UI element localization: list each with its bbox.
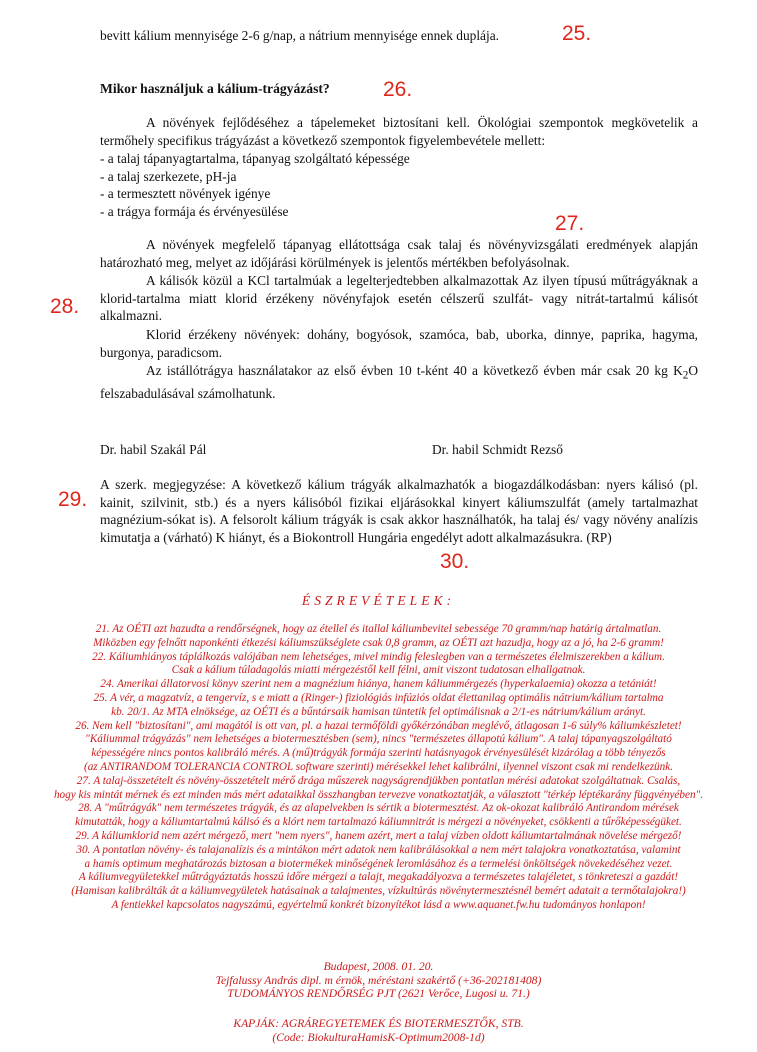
paragraph-chloride-sensitive: Klorid érzékeny növények: dohány, bogyósok, szamóca, bab, uborka, dinnye, paprika, hagyma, burgonya, paradicsom. bbox=[100, 327, 698, 360]
marker-30: 30. bbox=[440, 550, 470, 573]
paragraph-nutrient-supply: A növények megfelelő tápanyag ellátottsága csak talaj és növényvizsgálati eredmények alapján határozható meg, melyet az időjárási körülmények is jelentős mértékben befolyásolnak. bbox=[100, 237, 698, 270]
signature-right: Dr. habil Schmidt Rezső bbox=[432, 442, 563, 457]
remark-line: 24. Amerikai állatorvosi könyv szerint nem a magnézium hiánya, hanem káliummérgezés (hyperkalaemia) okozza a tetániát! bbox=[100, 678, 657, 691]
remarks-heading: ÉSZREVÉTELEK: bbox=[301, 593, 456, 608]
signature-left: Dr. habil Szakál Pál bbox=[100, 442, 207, 457]
remark-line: 28. A "műtrágyák" nem természetes trágyák, és az alapelvekben is sértik a biotermesztést. Az ok-okozat kalibráló Antirandom mérések bbox=[78, 802, 679, 815]
remark-line: 26. Nem kell "biztosítani", ami magától is ott van, pl. a hazai termőföldi győkérzónában meglévő, átlagosan 1-6 súly% káliumkészletet! bbox=[75, 719, 682, 732]
remark-line: kimutatták, hogy a káliumtartalmú kálisó és a klórt nem tartalmazó káliumnitrát is mérgezi a növényeket, csökkenti a tűrőképességüket. bbox=[75, 816, 682, 829]
remark-line: 30. A pontatlan növény- és talajanalízis és a mintákon mért adatok nem kalibrálásokkal a nem mért talajokra vonatkoztatása, valamint bbox=[76, 843, 681, 856]
recipients-line: KAPJÁK: AGRÁREGYETEMEK ÉS BIOTERMESZTŐK, STB. bbox=[233, 1017, 524, 1030]
criteria-item: - a termesztett növények igénye bbox=[100, 186, 271, 202]
marker-26: 26. bbox=[383, 78, 413, 101]
remarks-block bbox=[20, 623, 737, 913]
remark-line: Csak a kálium túladagolás miatti mérgezéstől kell félni, amit viszont tudatosan elhallgatnak. bbox=[171, 664, 586, 677]
remark-line: hogy kis mintát mérnek és ezt minden más mért adataikkal összhangban tervezve vonatkoztatják, a választott "térkép léptékarány függvényében". bbox=[53, 788, 704, 801]
remark-line: (Hamisan kalibrálták át a káliumvegyületek hatásainak a talajmentes, vízkultúrás növénytermesztésnél bemért adatait a termőtalajokra!) bbox=[71, 885, 686, 898]
criteria-list bbox=[100, 150, 698, 220]
footer-author: Tejfalussy András dipl. m érnök, méréstani szakértő (+36-202181408) bbox=[215, 973, 542, 987]
marker-27: 27. bbox=[555, 212, 585, 235]
question-title: Mikor használjuk a kálium-trágyázást? bbox=[100, 81, 330, 96]
footer-date: Budapest, 2008. 01. 20. bbox=[323, 960, 434, 973]
criteria-item: - a trágya formája és érvényesülése bbox=[100, 203, 289, 219]
remark-line: 25. A vér, a magzatvíz, a tengervíz, s e miatt a (Ringer-) fiziológiás infúziós oldat élettanilag optimális nátrium/kálium tartalma bbox=[93, 691, 664, 704]
remark-line: a hamis optimum meghatározás biztosan a biotermékek minőségének leromlásához és a termelési önköltségek növekedéséhez vezet. bbox=[84, 857, 673, 870]
remark-line: 29. A káliumklorid nem azért mérgező, mert "nem nyers", hanem azért, mert a talaj vízben oldott káliumtartalmának növelése mérgező! bbox=[75, 829, 682, 842]
document-code: (Code: BiokulturaHamisK-Optimum2008-1d) bbox=[272, 1030, 485, 1044]
remark-line: "Káliummal trágyázás" nem lehetséges a biotermesztésben (sem), nincs "természetes állapotú kálium". A talaj tápanyagszolgáltató bbox=[85, 733, 672, 746]
paragraph-manure: Az istállótrágya használatakor az első évben 10 t-ként 40 a következő évben már csak 20 kg $K_2O$ felszabadulásával számolhatunk. bbox=[100, 363, 698, 402]
criteria-item: - a talaj szerkezete, pH-ja bbox=[100, 168, 237, 184]
top-line: bevitt kálium mennyisége 2-6 g/nap, a nátrium mennyisége ennek duplája. bbox=[100, 28, 500, 43]
marker-29: 29. bbox=[58, 488, 88, 511]
remark-line: 22. Káliumhiányos táplálkozás valójában nem lehetséges, mivel mindig feleslegben van a természetes élelmiszerekben a kálium. bbox=[92, 650, 665, 663]
remark-line: kb. 20/1. Az MTA elnöksége, az OÉTI és a bűntársaik hamisan tüntetik fel optimálisnak a 2/1-es nátrium/kálium arányt. bbox=[111, 705, 646, 718]
remark-line: A káliumvegyületekkel műtrágyáztatás hosszú időre mérgezi a talajt, megakadályozva a természetes talajéletet, s tönkreteszi a gazdát! bbox=[78, 871, 679, 884]
editor-note: A szerk. megjegyzése: A következő kálium trágyák alkalmazhatók a biogazdálkodásban: nyers kálisó (pl. kainit, szilvinit, stb.) és a nyers kálisóból fizikai eljárásokkal kinyert káliumszulfát (amely tartalmazhat magnézium-sókat is). A felsorolt kálium trágyák is csak akkor használhatók, ha talaj és/ vagy növény analízis kimutatja a (várható) K hiányt, és a Biokontroll Hungária engedélyt adott alkalmazásukra. (RP) bbox=[100, 477, 698, 545]
remark-line: képességére nincs pontos kalibráló mérés. A (mű)trágyák formája szerinti hatásnyagok érvényesülését kizárólag a több tényezős bbox=[91, 747, 666, 760]
remark-line: A fentiekkel kapcsolatos nagyszámú, egyértelmű konkrét bizonyítékot lásd a www.aquanet.fw.hu tudományos honlapon! bbox=[111, 898, 646, 911]
recipients-block bbox=[20, 1017, 737, 1044]
criteria-item: - a talaj tápanyagtartalma, tápanyag szolgáltató képessége bbox=[100, 151, 410, 166]
remark-line: (az ANTIRANDOM TOLERANCIA CONTROL software szerinti) mérésekkel lehet kalibrálni, ilyennel viszont csak mi rendelkezünk. bbox=[83, 760, 674, 773]
marker-25: 25. bbox=[562, 22, 592, 45]
remark-line: Miközben egy felnőtt naponkénti étkezési káliumszükséglete csak 0,8 gramm, az OÉTI azt hazudja, hogy az a jó, ha 2-6 gramm! bbox=[93, 636, 664, 649]
remark-line: 21. Az OÉTI azt hazudta a rendőrségnek, hogy az étellel és itallal káliumbevitel sebessége 70 gramm/nap határig ártalmatlan. bbox=[95, 623, 662, 635]
paragraph-potash-salts: A kálisók közül a KCl tartalmúak a legelterjedtebben alkalmazottak Az ilyen típusú műtrágyáknak a klorid-tartalma miatt klorid érzékeny növényfajok esetén célszerű szulfát- vagy nitrát-tartalmú kálisót alkalmazni. bbox=[100, 273, 698, 324]
marker-28: 28. bbox=[50, 295, 80, 318]
remark-line: 27. A talaj-összetételt és növény-összetételt mérő drága műszerek nagyságrendjükben pontatlan mérési adatokat szolgáltatnak. Csalás, bbox=[76, 774, 681, 787]
footer-block bbox=[20, 960, 737, 1001]
footer-organization: TUDOMÁNYOS RENDŐRSÉG PJT (2621 Verőce, Lugosi u. 71.) bbox=[227, 987, 530, 1000]
paragraph-requirements: A növények fejlődéséhez a tápelemeket biztosítani kell. Ökológiai szempontok megkövetelik a termőhely specifikus trágyázást a következő szempontok figyelembevétele mellett: bbox=[100, 115, 698, 148]
